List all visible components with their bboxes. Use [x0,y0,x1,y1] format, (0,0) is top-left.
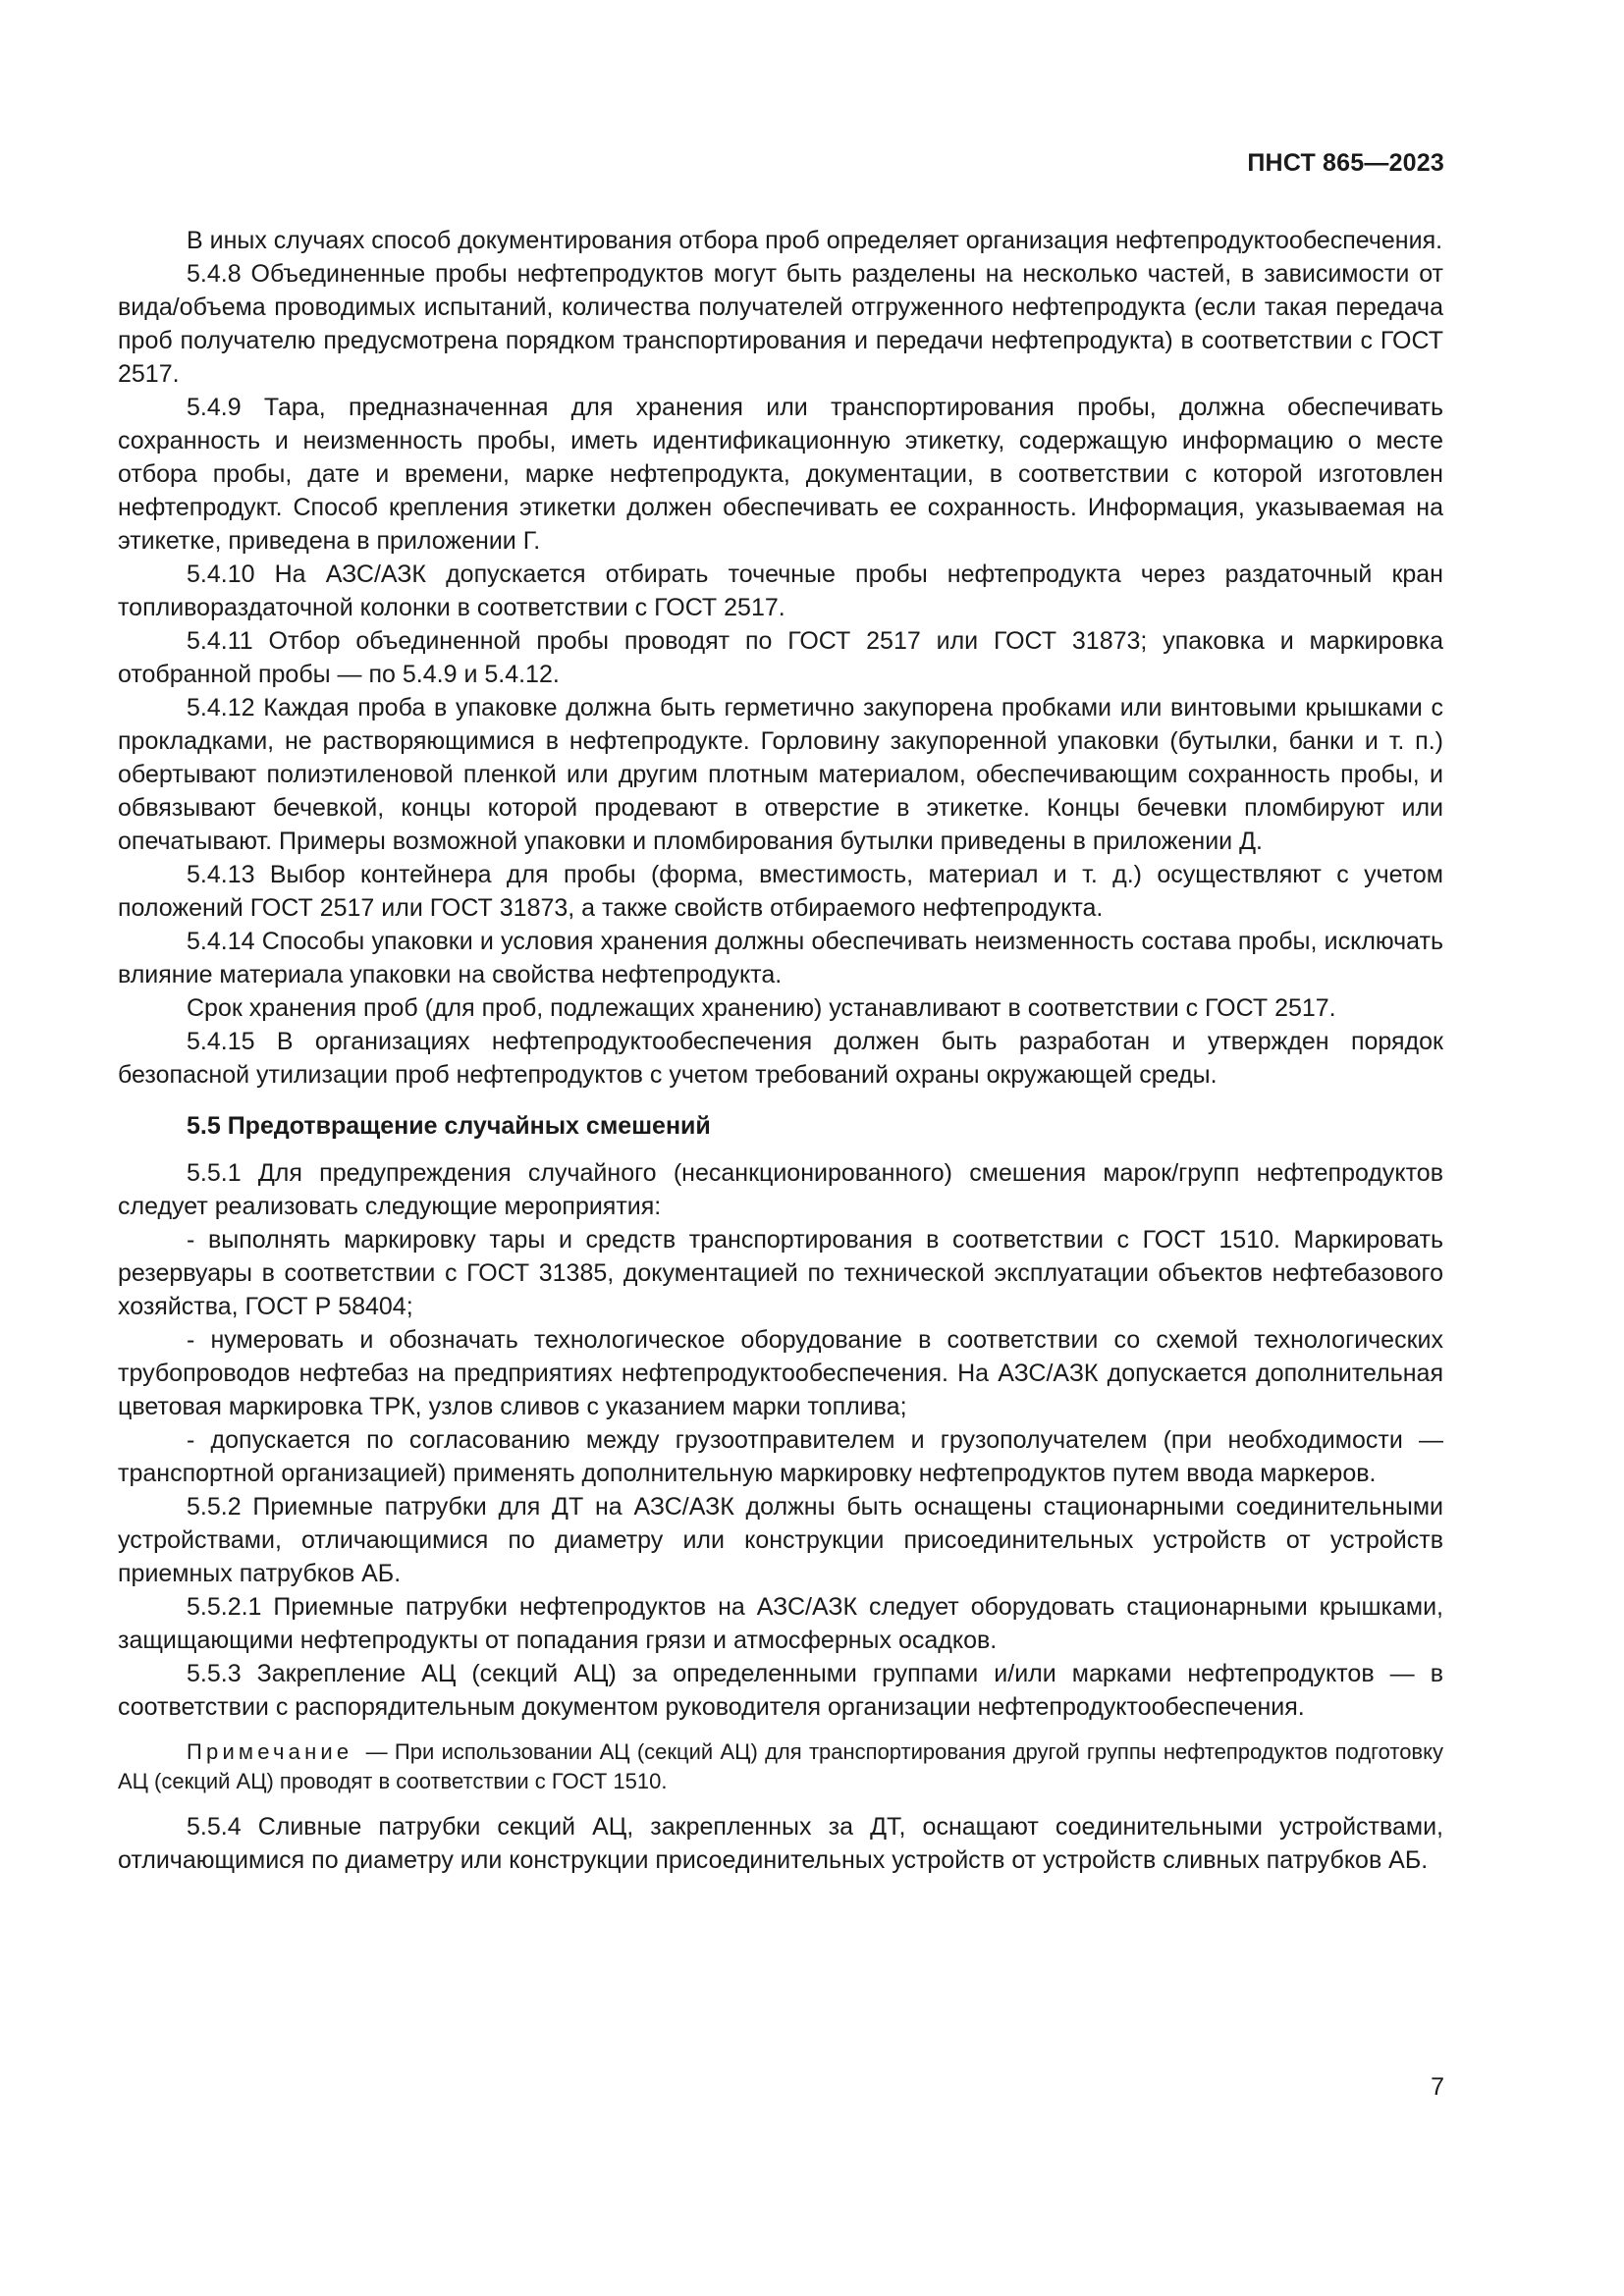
paragraph-5-5-2: 5.5.2 Приемные патрубки для ДТ на АЗС/АЗК должны быть оснащены стационарными соединительными устройствами, отличающимися по диаметру или конструкции присоединительных устройств от устройств приемных патрубков АБ. [118,1493,1443,1587]
paragraph-storage-period: Срок хранения проб (для проб, подлежащих хранению) устанавливают в соответствии с ГОСТ 2517. [187,994,1336,1022]
page-number: 7 [1431,2073,1444,2101]
paragraph-5-5-2-1: 5.5.2.1 Приемные патрубки нефтепродуктов на АЗС/АЗК следует оборудовать стационарными крышками, защищающими нефтепродукты от попадания грязи и атмосферных осадков. [118,1593,1443,1654]
note [118,1737,1443,1796]
paragraph-5-4-8: 5.4.8 Объединенные пробы нефтепродуктов могут быть разделены на несколько частей, в зависимости от вида/объема проводимых испытаний, количества получателей отгруженного нефтепродукта (если такая передача проб получателю предусмотрена порядком транспортирования и передачи нефтепродукта) в соответствии с ГОСТ 2517. [118,260,1443,388]
paragraph-documenting-method: В иных случаях способ документирования отбора проб определяет организация нефтепродуктообеспечения. [187,227,1443,254]
note-text: — При использовании АЦ (секций АЦ) для транспортирования другой группы нефтепродуктов подготовку АЦ (секций АЦ) проводят в соответствии с ГОСТ 1510. [118,1739,1443,1793]
paragraph-5-4-9: 5.4.9 Тара, предназначенная для хранения или транспортирования пробы, должна обеспечивать сохранность и неизменность пробы, иметь идентификационную этикетку, содержащую информацию о месте отбора пробы, дате и времени, марке нефтепродукта, документации, в соответствии с которой изготовлен нефтепродукт. Способ крепления этикетки должен обеспечивать ее сохранность. Информация, указываемая на этикетке, приведена в приложении Г. [118,394,1443,555]
document-code-header: ПНСТ 865—2023 [1247,149,1444,177]
paragraph-5-4-13: 5.4.13 Выбор контейнера для пробы (форма, вместимость, материал и т. д.) осуществляют с учетом положений ГОСТ 2517 или ГОСТ 31873, а также свойств отбираемого нефтепродукта. [118,861,1443,922]
paragraph-5-5-4: 5.5.4 Сливные патрубки секций АЦ, закрепленных за ДТ, оснащают соединительными устройствами, отличающимися по диаметру или конструкции присоединительных устройств от устройств сливных патрубков АБ. [118,1813,1443,1874]
paragraph-5-5-1: 5.5.1 Для предупреждения случайного (несанкционированного) смешения марок/групп нефтепродуктов следует реализовать следующие мероприятия: [118,1159,1443,1220]
list-item-marking: - выполнять маркировку тары и средств транспортирования в соответствии с ГОСТ 1510. Маркировать резервуары в соответствии с ГОСТ 31385, документацией по технической эксплуатации объектов нефтебазового хозяйства, ГОСТ Р 58404; [118,1226,1443,1320]
paragraph-5-5-3: 5.5.3 Закрепление АЦ (секций АЦ) за определенными группами и/или марками нефтепродуктов — в соответствии с распорядительным документом руководителя организации нефтепродуктообеспечения. [118,1660,1443,1721]
document-body [118,224,1443,1877]
section-heading-5-5: 5.5 Предотвращение случайных смешений [187,1112,711,1140]
paragraph-5-4-10: 5.4.10 На АЗС/АЗК допускается отбирать точечные пробы нефтепродукта через раздаточный кран топливораздаточной колонки в соответствии с ГОСТ 2517. [118,561,1443,621]
paragraph-5-4-11: 5.4.11 Отбор объединенной пробы проводят по ГОСТ 2517 или ГОСТ 31873; упаковка и маркировка отобранной пробы — по 5.4.9 и 5.4.12. [118,627,1443,688]
note-label: Примечание [187,1739,353,1764]
list-item-numbering: - нумеровать и обозначать технологическое оборудование в соответствии со схемой технологических трубопроводов нефтебаз на предприятиях нефтепродуктообеспечения. На АЗС/АЗК допускается дополнительная цветовая маркировка ТРК, узлов сливов с указанием марки топлива; [118,1326,1443,1420]
list-item-markers: - допускается по согласованию между грузоотправителем и грузополучателем (при необходимости — транспортной организацией) применять дополнительную маркировку нефтепродуктов путем ввода маркеров. [118,1426,1443,1487]
paragraph-5-4-14: 5.4.14 Способы упаковки и условия хранения должны обеспечивать неизменность состава пробы, исключать влияние материала упаковки на свойства нефтепродукта. [118,928,1443,988]
paragraph-5-4-15: 5.4.15 В организациях нефтепродуктообеспечения должен быть разработан и утвержден порядок безопасной утилизации проб нефтепродуктов с учетом требований охраны окружающей среды. [118,1028,1443,1089]
paragraph-5-4-12: 5.4.12 Каждая проба в упаковке должна быть герметично закупорена пробками или винтовыми крышками с прокладками, не растворяющимися в нефтепродукте. Горловину закупоренной упаковки (бутылки, банки и т. п.) обертывают полиэтиленовой пленкой или другим плотным материалом, обеспечивающим сохранность пробы, и обвязывают бечевкой, концы которой продевают в отверстие в этикетке. Концы бечевки пломбируют или опечатывают. Примеры возможной упаковки и пломбирования бутылки приведены в приложении Д. [118,694,1443,855]
